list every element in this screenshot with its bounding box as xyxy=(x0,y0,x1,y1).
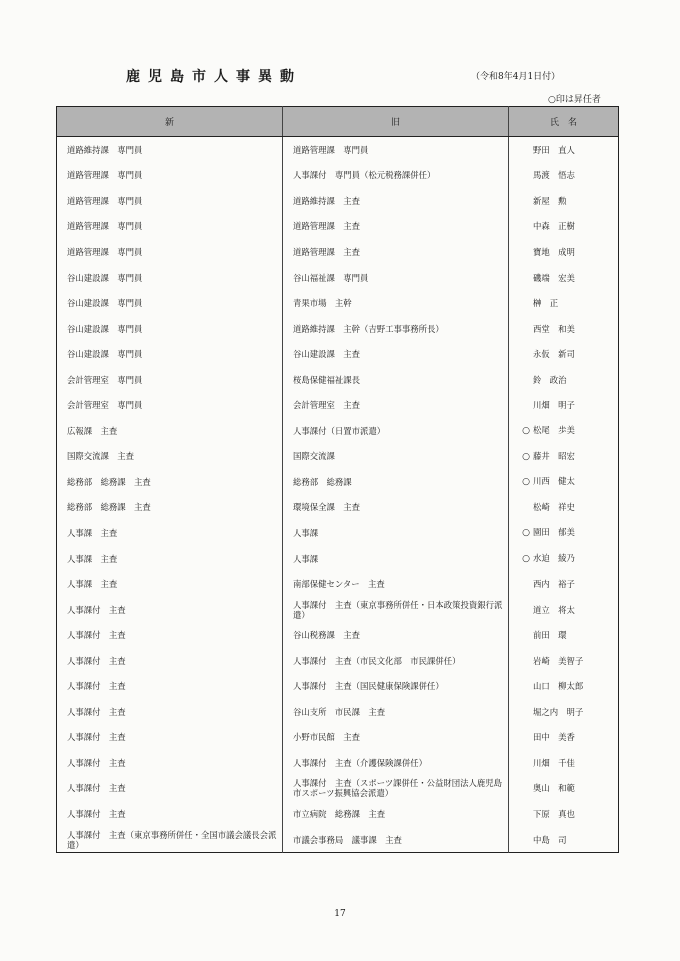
promotion-mark: ○ xyxy=(522,451,530,462)
table-row xyxy=(57,597,619,623)
employee-name-cell xyxy=(509,290,619,316)
table-row xyxy=(57,239,619,265)
employee-name-cell xyxy=(509,571,619,597)
new-position: 道路管理課 専門員 xyxy=(67,170,143,181)
new-position: 人事課付 主査 xyxy=(67,630,126,641)
employee-name: 藤井 昭宏 xyxy=(533,450,575,461)
new-position: 人事課 主査 xyxy=(67,579,118,590)
table-row xyxy=(57,725,619,751)
employee-name: 西内 裕子 xyxy=(533,579,575,590)
table-row xyxy=(57,392,619,418)
employee-name: 榊 正 xyxy=(533,298,559,309)
employee-name-cell xyxy=(509,265,619,291)
table-row xyxy=(57,520,619,546)
old-position: 環境保全課 主査 xyxy=(283,495,509,521)
employee-name: 永仮 新司 xyxy=(533,349,575,360)
employee-name: 磯端 宏美 xyxy=(533,272,575,283)
old-position: 国際交流課 xyxy=(283,444,509,470)
table-row xyxy=(57,827,619,853)
employee-name: 奥山 和範 xyxy=(533,783,575,794)
old-position: 谷山建設課 主査 xyxy=(283,341,509,367)
old-position: 道路維持課 主査 xyxy=(283,188,509,214)
old-position: 人事課付 主査（国民健康保険課併任） xyxy=(283,673,509,699)
old-position: 道路管理課 主査 xyxy=(283,239,509,265)
employee-name-cell xyxy=(509,341,619,367)
employee-name: 松尾 歩美 xyxy=(533,425,575,436)
employee-name-cell xyxy=(509,239,619,265)
old-position: 青果市場 主幹 xyxy=(283,290,509,316)
employee-name: 川西 健太 xyxy=(533,476,575,487)
new-position: 人事課付 主査 xyxy=(67,732,126,743)
employee-name-cell xyxy=(509,444,619,470)
new-position: 人事課付 主査 xyxy=(67,655,126,666)
employee-name-cell xyxy=(509,597,619,623)
employee-name-cell xyxy=(509,418,619,444)
old-position: 市議会事務局 議事課 主査 xyxy=(283,827,509,853)
employee-name: 下原 真也 xyxy=(533,808,575,819)
old-position: 人事課 xyxy=(283,520,509,546)
new-position: 道路管理課 専門員 xyxy=(67,246,143,257)
old-position: 道路管理課 主査 xyxy=(283,214,509,240)
table-row xyxy=(57,571,619,597)
new-position: 会計管理室 専門員 xyxy=(67,374,143,385)
table-row xyxy=(57,776,619,802)
table-row xyxy=(57,163,619,189)
employee-name-cell xyxy=(509,495,619,521)
table-row xyxy=(57,341,619,367)
table-row xyxy=(57,367,619,393)
old-position: 人事課 xyxy=(283,546,509,572)
new-position: 国際交流課 主査 xyxy=(67,451,134,462)
employee-name: 中森 正樹 xyxy=(533,221,575,232)
new-position: 道路管理課 専門員 xyxy=(67,221,143,232)
new-position: 人事課付 主査 xyxy=(67,681,126,692)
employee-name: 水迫 綾乃 xyxy=(533,553,575,564)
employee-name-cell xyxy=(509,750,619,776)
column-header-old: 旧 xyxy=(283,107,509,137)
employee-name: 堀之内 明子 xyxy=(533,706,584,717)
new-position: 人事課付 主査 xyxy=(67,706,126,717)
employee-name: 園田 郁美 xyxy=(533,527,575,538)
employee-name-cell xyxy=(509,163,619,189)
new-position: 谷山建設課 専門員 xyxy=(67,272,143,283)
table-row xyxy=(57,444,619,470)
new-position: 谷山建設課 専門員 xyxy=(67,298,143,309)
table-row xyxy=(57,801,619,827)
table-row xyxy=(57,418,619,444)
employee-name: 川畑 千佳 xyxy=(533,757,575,768)
new-position: 人事課付 主査 xyxy=(67,783,126,794)
promotion-mark: ○ xyxy=(522,554,530,565)
table-row xyxy=(57,265,619,291)
new-position: 人事課付 主査 xyxy=(67,757,126,768)
table-row xyxy=(57,750,619,776)
promotion-note: ○印は昇任者 xyxy=(548,95,601,105)
table-row xyxy=(57,546,619,572)
old-position: 人事課付 主査（介護保険課併任） xyxy=(283,750,509,776)
table-row xyxy=(57,137,619,163)
employee-name-cell xyxy=(509,622,619,648)
old-position: 谷山税務課 主査 xyxy=(283,622,509,648)
table-row xyxy=(57,469,619,495)
employee-name: 馬渡 悟志 xyxy=(533,170,575,181)
table-row xyxy=(57,316,619,342)
column-header-name: 氏 名 xyxy=(509,107,619,137)
table-header-row xyxy=(57,107,619,137)
employee-name-cell xyxy=(509,725,619,751)
document-title: 鹿児島市人事異動 xyxy=(126,69,302,85)
employee-name: 前田 環 xyxy=(533,630,567,641)
table-body xyxy=(57,137,619,853)
promotion-mark: ○ xyxy=(522,528,530,539)
employee-name: 田中 美香 xyxy=(533,732,575,743)
employee-name: 松崎 祥史 xyxy=(533,502,575,513)
table-row xyxy=(57,699,619,725)
new-position: 道路管理課 専門員 xyxy=(67,195,143,206)
new-position: 人事課付 主査（東京事務所併任・全国市議会議長会派遣） xyxy=(67,829,277,850)
new-position: 会計管理室 専門員 xyxy=(67,400,143,411)
old-position: 人事課付 主査（市民文化部 市民課併任） xyxy=(283,648,509,674)
new-position: 総務部 総務課 主査 xyxy=(67,476,151,487)
table-row xyxy=(57,622,619,648)
table-row xyxy=(57,673,619,699)
old-position: 人事課付 専門員（松元税務課併任） xyxy=(283,163,509,189)
employee-name: 川畑 明子 xyxy=(533,400,575,411)
employee-name-cell xyxy=(509,214,619,240)
old-position: 人事課付 主査（スポーツ課併任・公益財団法人鹿児島市スポーツ振興協会派遣） xyxy=(283,776,509,802)
employee-name-cell xyxy=(509,367,619,393)
employee-name: 新屋 勲 xyxy=(533,195,567,206)
employee-name-cell xyxy=(509,673,619,699)
new-position: 人事課 主査 xyxy=(67,527,118,538)
new-position: 谷山建設課 専門員 xyxy=(67,323,143,334)
new-position: 総務部 総務課 主査 xyxy=(67,502,151,513)
old-position: 道路管理課 専門員 xyxy=(283,137,509,163)
column-header-new: 新 xyxy=(57,107,283,137)
employee-name: 山口 柳太郎 xyxy=(533,681,584,692)
table-row xyxy=(57,214,619,240)
employee-name: 野田 直人 xyxy=(533,144,575,155)
employee-name: 西堂 和美 xyxy=(533,323,575,334)
old-position: 小野市民館 主査 xyxy=(283,725,509,751)
table-row xyxy=(57,188,619,214)
employee-name-cell xyxy=(509,648,619,674)
table-row xyxy=(57,290,619,316)
new-position: 道路維持課 専門員 xyxy=(67,144,143,155)
employee-name-cell xyxy=(509,546,619,572)
employee-name-cell xyxy=(509,469,619,495)
employee-name-cell xyxy=(509,188,619,214)
old-position: 道路維持課 主幹（吉野工事事務所長） xyxy=(283,316,509,342)
old-position: 総務部 総務課 xyxy=(283,469,509,495)
old-position: 桜島保健福祉課長 xyxy=(283,367,509,393)
employee-name-cell xyxy=(509,776,619,802)
personnel-table xyxy=(56,106,619,853)
employee-name: 岩崎 美智子 xyxy=(533,655,584,666)
old-position: 谷山支所 市民課 主査 xyxy=(283,699,509,725)
table-row xyxy=(57,648,619,674)
employee-name-cell xyxy=(509,827,619,853)
new-position: 広報課 主査 xyxy=(67,425,118,436)
promotion-mark: ○ xyxy=(522,477,530,488)
employee-name-cell xyxy=(509,137,619,163)
old-position: 市立病院 総務課 主査 xyxy=(283,801,509,827)
employee-name: 寶地 成明 xyxy=(533,246,575,257)
old-position: 谷山福祉課 専門員 xyxy=(283,265,509,291)
old-position: 南部保健センター 主査 xyxy=(283,571,509,597)
employee-name-cell xyxy=(509,316,619,342)
old-position: 会計管理室 主査 xyxy=(283,392,509,418)
new-position: 谷山建設課 専門員 xyxy=(67,349,143,360)
new-position: 人事課 主査 xyxy=(67,553,118,564)
table-row xyxy=(57,495,619,521)
old-position: 人事課付（日置市派遣） xyxy=(283,418,509,444)
new-position: 人事課付 主査 xyxy=(67,808,126,819)
effective-date: （令和8年4月1日付） xyxy=(471,72,561,82)
employee-name: 道立 将太 xyxy=(533,604,575,615)
employee-name-cell xyxy=(509,801,619,827)
employee-name-cell xyxy=(509,699,619,725)
old-position: 人事課付 主査（東京事務所併任・日本政策投資銀行派遣） xyxy=(283,597,509,623)
page-number: 17 xyxy=(334,909,346,919)
employee-name-cell xyxy=(509,520,619,546)
employee-name-cell xyxy=(509,392,619,418)
new-position: 人事課付 主査 xyxy=(67,604,126,615)
employee-name: 鈴 政治 xyxy=(533,374,567,385)
promotion-mark: ○ xyxy=(522,426,530,437)
employee-name: 中島 司 xyxy=(533,834,567,845)
